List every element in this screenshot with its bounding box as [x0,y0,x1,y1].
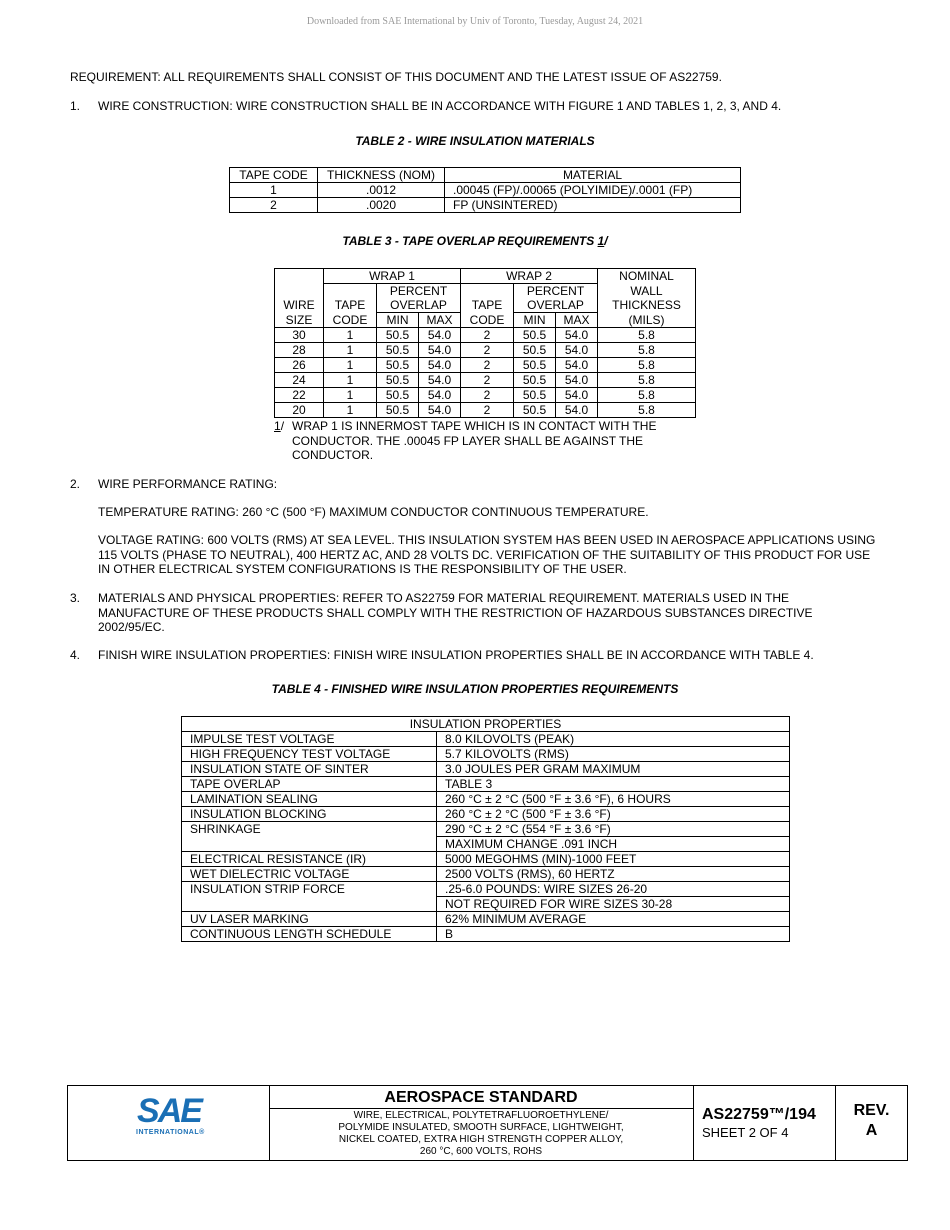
title-cell [269,1086,694,1160]
table-cell: 1 [230,183,318,198]
description-line: NICKEL COATED, EXTRA HIGH STRENGTH COPPER ALLOY, [338,1134,624,1145]
section-1-number: 1. [70,99,81,113]
table-cell: 54.0 [419,373,461,388]
table-cell: 54.0 [419,358,461,373]
property-value: 62% MINIMUM AVERAGE [437,912,790,927]
table-row [275,388,696,403]
table-header-row [230,168,741,183]
table2-caption: TABLE 2 - WIRE INSULATION MATERIALS [355,134,595,148]
table-cell: 5.8 [598,388,696,403]
table-header-cell: CODE [324,313,377,328]
table-header-cell [275,269,324,299]
table3-footnote: WRAP 1 IS INNERMOST TAPE WHICH IS IN CONTACT WITH THE CONDUCTOR. THE .00045 FP LAYER SHALL BE AGAINST THE CONDUCTOR. [292,419,657,463]
title-block [67,1085,908,1161]
table-cell: .0012 [318,183,445,198]
table-cell: .00045 (FP)/.00065 (POLYIMIDE)/.0001 (FP) [445,183,741,198]
table-header-cell: MATERIAL [445,168,741,183]
table-header-cell: CODE [461,313,514,328]
section-1-text: WIRE CONSTRUCTION: WIRE CONSTRUCTION SHALL BE IN ACCORDANCE WITH FIGURE 1 AND TABLES 1, 2, 3, AND 4. [98,99,782,113]
document-type-title: AEROSPACE STANDARD [269,1086,693,1109]
table-cell: 50.5 [377,373,419,388]
table-cell: 24 [275,373,324,388]
table-cell: 28 [275,343,324,358]
property-value: 3.0 JOULES PER GRAM MAXIMUM [437,762,790,777]
table-cell: 22 [275,388,324,403]
logo-sub-text: INTERNATIONAL [136,1129,200,1136]
table3-caption-text: TABLE 3 - TAPE OVERLAP REQUIREMENTS [342,234,598,248]
table-cell: 5.8 [598,343,696,358]
table-row [275,343,696,358]
table-header-cell: NOMINAL [598,269,696,284]
table-cell: 54.0 [419,403,461,418]
table-header-cell: TAPE [324,298,377,313]
table-cell: 2 [230,198,318,213]
property-value: .25-6.0 POUNDS: WIRE SIZES 26-20 [437,882,790,897]
table-cell: 50.5 [377,358,419,373]
property-name: IMPULSE TEST VOLTAGE [182,732,437,747]
table-row [182,807,790,822]
description-line: POLYMIDE INSULATED, SMOOTH SURFACE, LIGHTWEIGHT, [338,1122,624,1133]
table-row [182,732,790,747]
table3-caption-slash: / [604,234,608,248]
voltage-rating: VOLTAGE RATING: 600 VOLTS (RMS) AT SEA LEVEL. THIS INSULATION SYSTEM HAS BEEN USED IN AEROSPACE APPLICATIONS USING 115 VOLTS (PHASE TO NEUTRAL), 400 HERTZ AC, AND 28 VOLTS DC. VERIFICATION OF THE SUITABILITY OF THIS PRODUCT FOR USE IN OTHER ELECTRICAL SYSTEM CONFIGURATIONS IS THE RESPONSIBILITY OF THE USER. [98,533,876,577]
section-2-number: 2. [70,477,81,491]
document-description [269,1110,693,1158]
section-4-number: 4. [70,648,81,662]
table-row [275,373,696,388]
sheet-number: SHEET 2 OF 4 [702,1125,789,1140]
table-row [230,198,741,213]
table-header-cell: INSULATION PROPERTIES [182,717,790,732]
table-row [275,328,696,343]
property-name: ELECTRICAL RESISTANCE (IR) [182,852,437,867]
table-header-cell: TAPE [461,298,514,313]
table-row [182,762,790,777]
table-row [182,792,790,807]
table-header-cell: SIZE [275,313,324,328]
sae-logo-subtext [136,1129,205,1136]
table-header-cell: (MILS) [598,313,696,328]
property-value: 260 °C ± 2 °C (500 °F ± 3.6 °F), 6 HOURS [437,792,790,807]
property-value: 290 °C ± 2 °C (554 °F ± 3.6 °F) [437,822,790,837]
table-header-cell [324,284,377,299]
table-cell: 54.0 [419,343,461,358]
property-name: UV LASER MARKING [182,912,437,927]
table-cell: 5.8 [598,358,696,373]
table-cell: 5.8 [598,373,696,388]
table-row [182,747,790,762]
section-4-text: FINISH WIRE INSULATION PROPERTIES: FINISH WIRE INSULATION PROPERTIES SHALL BE IN ACCORDANCE WITH TABLE 4. [98,648,814,662]
table-row [182,852,790,867]
table-cell: 5.8 [598,328,696,343]
sae-logo-mark: SAE [137,1092,201,1130]
table-cell: 2 [461,358,514,373]
property-value: 8.0 KILOVOLTS (PEAK) [437,732,790,747]
table-header-cell: THICKNESS (NOM) [318,168,445,183]
table-cell: 50.5 [514,373,556,388]
table3-caption [0,234,950,248]
table-cell: 50.5 [377,403,419,418]
requirement-statement: REQUIREMENT: ALL REQUIREMENTS SHALL CONSIST OF THIS DOCUMENT AND THE LATEST ISSUE OF AS22759. [70,70,722,84]
table-header-cell: OVERLAP [514,298,598,313]
table-header-cell: PERCENT [377,284,461,299]
table2-wire-insulation-materials [229,167,741,213]
property-name: INSULATION STATE OF SINTER [182,762,437,777]
table-cell: 1 [324,373,377,388]
table-cell: 50.5 [377,388,419,403]
property-value: 5000 MEGOHMS (MIN)-1000 FEET [437,852,790,867]
description-line: WIRE, ELECTRICAL, POLYTETRAFLUOROETHYLENE/ [353,1110,609,1121]
section-3-number: 3. [70,591,81,605]
sae-logo [136,1092,205,1136]
property-name: HIGH FREQUENCY TEST VOLTAGE [182,747,437,762]
document-number-cell [694,1086,836,1160]
table-header-cell: MAX [419,313,461,328]
table-header-cell: THICKNESS [598,298,696,313]
table-row [275,403,696,418]
table4-insulation-properties [181,716,790,942]
table-cell: 2 [461,328,514,343]
table-cell: 50.5 [377,343,419,358]
table-header-cell: MAX [556,313,598,328]
download-watermark: Downloaded from SAE International by Univ of Toronto, Tuesday, August 24, 2021 [306,16,644,27]
table-cell: 5.8 [598,403,696,418]
logo-registered-mark: ® [199,1129,205,1136]
table-cell: 1 [324,388,377,403]
table-cell: 50.5 [514,403,556,418]
revision-cell [836,1086,907,1160]
table-header-cell: PERCENT [514,284,598,299]
property-name: WET DIELECTRIC VOLTAGE [182,867,437,882]
table-cell: 50.5 [514,358,556,373]
property-name: INSULATION BLOCKING [182,807,437,822]
table-header-cell: TAPE CODE [230,168,318,183]
table-header-cell: MIN [514,313,556,328]
table-cell: FP (UNSINTERED) [445,198,741,213]
table-row [182,927,790,942]
table-header-cell: WIRE [275,298,324,313]
table-row [230,183,741,198]
property-value: NOT REQUIRED FOR WIRE SIZES 30-28 [437,897,790,912]
property-value: 260 °C ± 2 °C (500 °F ± 3.6 °F) [437,807,790,822]
property-value: TABLE 3 [437,777,790,792]
table-cell: 50.5 [514,388,556,403]
revision-value: A [865,1122,878,1139]
table-cell: 30 [275,328,324,343]
table-cell: 2 [461,403,514,418]
description-line: 260 °C, 600 VOLTS, ROHS [419,1146,543,1157]
table-cell: 1 [324,343,377,358]
table-cell: 2 [461,388,514,403]
table-header-cell: OVERLAP [377,298,461,313]
table-cell: 50.5 [377,328,419,343]
property-value: 5.7 KILOVOLTS (RMS) [437,747,790,762]
table-row [182,912,790,927]
table-cell: 54.0 [556,328,598,343]
table-cell: 50.5 [514,328,556,343]
property-name: TAPE OVERLAP [182,777,437,792]
table-header-cell: MIN [377,313,419,328]
table-cell: 2 [461,343,514,358]
table4-caption: TABLE 4 - FINISHED WIRE INSULATION PROPERTIES REQUIREMENTS [271,682,679,696]
footnote-number: 1 [274,419,281,433]
table-header-cell: WRAP 1 [324,269,461,284]
footnote-slash: / [280,419,285,433]
table-row [182,777,790,792]
table-cell: 1 [324,328,377,343]
property-value: 2500 VOLTS (RMS), 60 HERTZ [437,867,790,882]
table-cell: 54.0 [556,403,598,418]
table-cell: 54.0 [419,328,461,343]
table-cell: 54.0 [556,343,598,358]
table-cell: 20 [275,403,324,418]
property-name: SHRINKAGE [182,822,437,852]
table-cell: 54.0 [419,388,461,403]
revision-label: REV. [853,1102,890,1119]
table-row [182,822,790,837]
table-cell: 26 [275,358,324,373]
property-name: LAMINATION SEALING [182,792,437,807]
table-header-cell: WALL [598,284,696,299]
table-cell: 2 [461,373,514,388]
property-name: INSULATION STRIP FORCE [182,882,437,912]
table-cell: 54.0 [556,358,598,373]
table-row [182,882,790,897]
table3-caption-note: 1 [597,234,605,248]
temperature-rating: TEMPERATURE RATING: 260 °C (500 °F) MAXIMUM CONDUCTOR CONTINUOUS TEMPERATURE. [98,505,649,519]
table-header-cell: WRAP 2 [461,269,598,284]
table-cell: 1 [324,358,377,373]
table-cell: 54.0 [556,373,598,388]
table3-tape-overlap [274,268,696,418]
document-number: AS22759™/194 [702,1106,816,1123]
table-cell: 54.0 [556,388,598,403]
logo-cell [68,1086,270,1160]
table-row [275,358,696,373]
table-cell: .0020 [318,198,445,213]
property-value: B [437,927,790,942]
section-2-text: WIRE PERFORMANCE RATING: [98,477,278,491]
section-3-text: MATERIALS AND PHYSICAL PROPERTIES: REFER TO AS22759 FOR MATERIAL REQUIREMENT. MATERIALS USED IN THE MANUFACTURE OF THESE PRODUCTS SHALL COMPLY WITH THE RESTRICTION OF HAZARDOUS SUBSTANCES DIRECTIVE 2002/95/EC. [98,591,813,635]
table-row [182,867,790,882]
table-cell: 1 [324,403,377,418]
table-header-cell [461,284,514,299]
table-cell: 50.5 [514,343,556,358]
property-value: MAXIMUM CHANGE .091 INCH [437,837,790,852]
table3-footnote-marker [274,419,284,433]
property-name: CONTINUOUS LENGTH SCHEDULE [182,927,437,942]
